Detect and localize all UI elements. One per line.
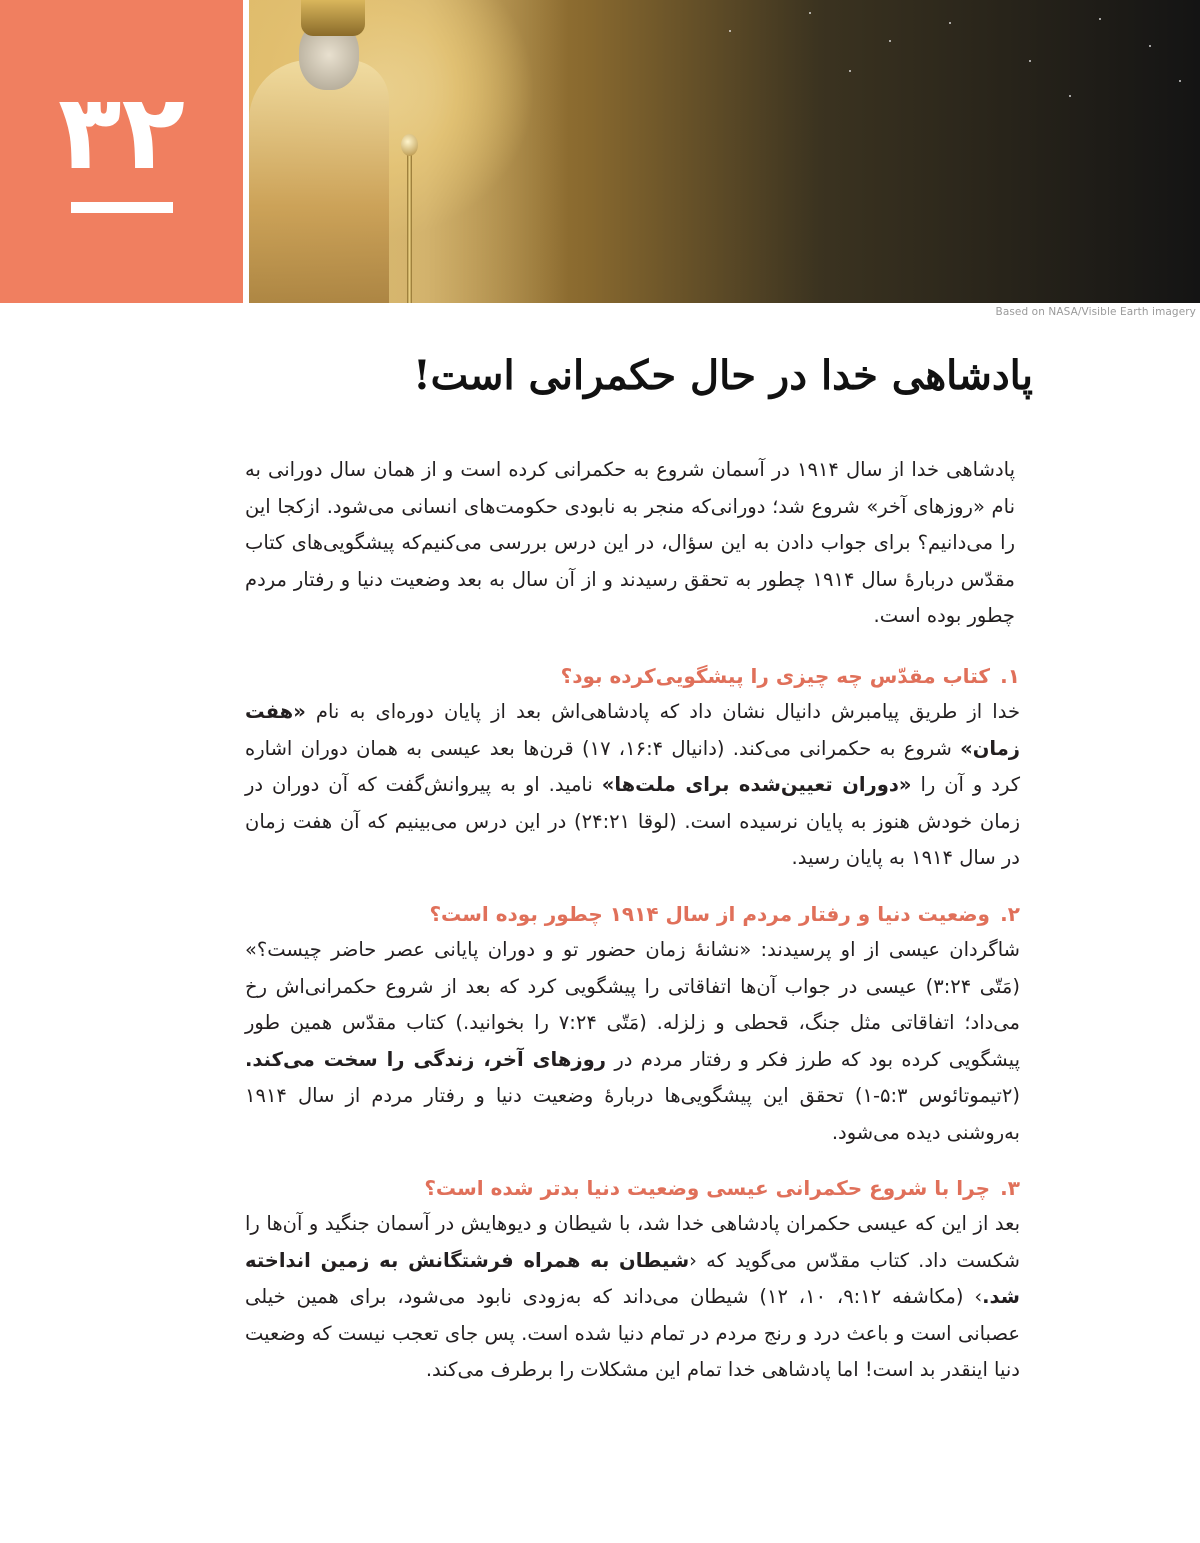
star (1029, 60, 1031, 62)
body-text: شروع به حکمرانی می‌کند. (دانیال ۴:‏۱۶، ۱۷) قرن‌ها بعد عیسی به همان دوران اشاره کرد و آن را (245, 736, 1020, 796)
star (949, 22, 951, 24)
emphasized-text: «هفت زمان» (245, 700, 1020, 760)
hero-king-figure (249, 60, 389, 303)
star (1149, 45, 1151, 47)
star (729, 30, 731, 32)
intro-paragraph: پادشاهی خدا از سال ۱۹۱۴ در آسمان شروع به حکمرانی کرده است و از همان سال دورانی به نام «روزهای آخر» شروع شد؛ دورانی‌که منجر به نابودی حکومت‌های انسانی می‌شود. ازکجا این را می‌دانیم؟ برای جواب دادن به این سؤال، در این درس بررسی می‌کنیم‌که پیشگویی‌های کتاب مقدّس دربارهٔ سال ۱۹۱۴ چطور به تحقق رسیدند و از آن سال به بعد وضعیت دنیا و رفتار مردم چطور بوده است. (245, 458, 1015, 627)
star (1179, 80, 1181, 82)
question-number: ۱. (1000, 664, 1020, 688)
question-heading (245, 1170, 1020, 1206)
hero-image (249, 0, 1200, 303)
question-title: چرا با شروع حکمرانی عیسی وضعیت دنیا بدتر شده است؟ (424, 1176, 990, 1200)
intro-section (245, 452, 1015, 635)
emphasized-text: شیطان به همراه فرشتگانش به زمین انداخته شد. (245, 1248, 1020, 1308)
scepter-icon (407, 140, 412, 303)
question-heading (245, 658, 1020, 694)
emphasized-text: «دوران تعیین‌شده برای ملت‌ها» (601, 773, 912, 796)
question-heading (245, 896, 1020, 932)
body-text: › (مکاشفه ۱۲:‏۹، ۱۰، ۱۲) شیطان می‌داند که به‌زودی نابود می‌شود، برای همین خیلی عصبانی است و باعث درد و رنج مردم در تمام دنیا شده است. پس جای تعجب نیست که وضعیت دنیا اینقدر بد است! اما پادشاهی خدا تمام این مشکلات را برطرف می‌کند. (245, 1285, 1020, 1381)
page-title: پادشاهی خدا در حال حکمرانی است! (413, 352, 1033, 399)
question-1 (245, 658, 1020, 877)
lesson-number: ۳۲ (58, 71, 185, 193)
body-text: خدا از طریق پیامبرش دانیال نشان داد که پادشاهی‌اش بعد از پایان دوره‌ای به نام (305, 700, 1020, 723)
question-body (245, 932, 1020, 1151)
scepter-knob (401, 134, 418, 156)
lesson-number-underline (71, 202, 173, 213)
question-body (245, 694, 1020, 877)
body-text: بعد از این که عیسی حکمران پادشاهی خدا شد، با شیطان و دیوهایش در آسمان جنگید و آن‌ها را شکست داد. کتاب مقدّس می‌گوید که ‹ (245, 1212, 1020, 1272)
question-body (245, 1206, 1020, 1389)
crown-icon (301, 0, 365, 36)
star (1069, 95, 1071, 97)
lesson-number-badge (0, 0, 243, 303)
star (849, 70, 851, 72)
image-credit: Based on NASA/Visible Earth imagery (995, 306, 1196, 318)
question-number: ۳. (1000, 1176, 1020, 1200)
star (809, 12, 811, 14)
question-3 (245, 1170, 1020, 1389)
question-number: ۲. (1000, 902, 1020, 926)
body-text: (۲تیموتائوس ۳:‏۱-۵) تحقق این پیشگویی‌ها دربارهٔ وضعیت دنیا و رفتار مردم از سال ۱۹۱۴ به‌روشنی دیده می‌شود. (245, 1084, 1021, 1144)
star (889, 40, 891, 42)
question-title: کتاب مقدّس چه چیزی را پیشگویی‌کرده بود؟ (560, 664, 990, 688)
question-title: وضعیت دنیا و رفتار مردم از سال ۱۹۱۴ چطور بوده است؟ (429, 902, 990, 926)
body-text: شاگردان عیسی از او پرسیدند: «نشانهٔ زمان حضور تو و دوران پایانی عصر حاضر چیست؟» (مَتّی ۲۴:‏۳) عیسی در جواب آن‌ها اتفاقاتی را پیشگویی کرد که بعد از شروع حکمرانی‌اش رخ می‌داد؛ اتفاقاتی مثل جنگ، قحطی و زلزله. (مَتّی ۲۴:‏۷ را بخوانید.) کتاب مقدّس همین طور پیشگویی کرده بود که طرز فکر و رفتار مردم در (245, 938, 1020, 1071)
question-2 (245, 896, 1020, 1151)
emphasized-text: روزهای آخر، زندگی را سخت می‌کند. (245, 1047, 606, 1071)
star (1099, 18, 1101, 20)
body-text: نامید. او به پیروانش‌گفت که آن دوران در زمان خودش هنوز به پایان نرسیده است. (لوقا ۲۱:‏۲۴) در این درس می‌بینیم که آن هفت زمان در سال ۱۹۱۴ به پایان رسید. (245, 773, 1020, 869)
